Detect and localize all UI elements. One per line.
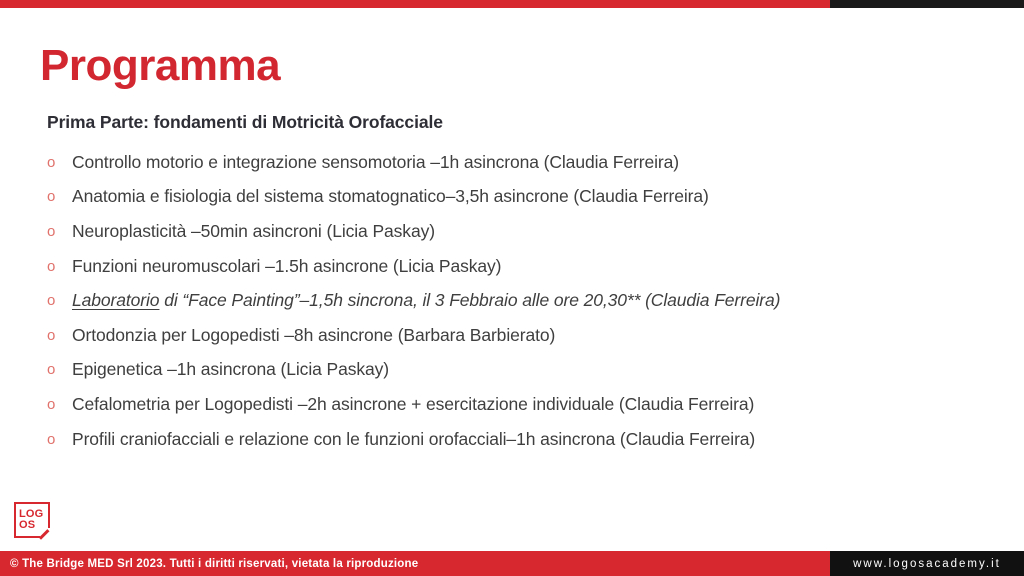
website-box (830, 551, 1024, 576)
list-item (47, 214, 987, 249)
list-item (47, 422, 987, 457)
bullet-marker: o (47, 153, 56, 171)
list-item-text-rest: di “Face Painting”–1,5h sincrona, il 3 Febbraio alle ore 20,30** (Claudia Ferreira) (159, 290, 781, 311)
list-item (47, 180, 987, 215)
website-url: www.logosacademy.it (853, 557, 1001, 570)
bullet-marker: o (47, 361, 56, 379)
logo-line1: LOG (19, 508, 44, 520)
list-item (47, 353, 987, 388)
list-item (47, 387, 987, 422)
bullet-marker: o (47, 257, 56, 275)
section-heading: Prima Parte: fondamenti di Motricità Orofacciale (47, 112, 443, 132)
logos-logo (14, 502, 54, 542)
bullet-marker: o (47, 326, 56, 344)
slide-content (47, 112, 987, 456)
logo-frame-icon (14, 502, 50, 538)
list-item-text (72, 290, 780, 311)
copyright-text: © The Bridge MED Srl 2023. Tutti i diritti riservati, vietata la riproduzione (10, 557, 419, 570)
list-item (47, 249, 987, 284)
footer-bar (0, 551, 830, 576)
list-item-text: Ortodonzia per Logopedisti –8h asincrone (Barbara Barbierato) (72, 324, 556, 345)
list-item-text: Funzioni neuromuscolari –1.5h asincrone (Licia Paskay) (72, 255, 502, 276)
logo-line2: OS (19, 518, 36, 531)
list-item (47, 318, 987, 353)
list-item-text: Profili craniofacciali e relazione con le funzioni orofacciali–1h asincrona (Claudia Ferreira) (72, 428, 756, 449)
top-accent-bar-black (830, 0, 1024, 8)
bullet-marker: o (47, 222, 56, 240)
bullet-marker: o (47, 395, 56, 413)
list-item (47, 283, 987, 318)
top-accent-bar-red (0, 0, 830, 8)
bullet-marker: o (47, 188, 56, 206)
list-item-text: Neuroplasticità –50min asincroni (Licia Paskay) (72, 220, 435, 241)
program-list (47, 145, 987, 456)
list-item (47, 145, 987, 180)
list-item-text: Epigenetica –1h asincrona (Licia Paskay) (72, 359, 390, 380)
list-item-text: Anatomia e fisiologia del sistema stomatognatico–3,5h asincrone (Claudia Ferreira) (72, 186, 709, 207)
bullet-marker: o (47, 430, 56, 448)
page-title: Programma (40, 41, 281, 90)
list-item-text: Cefalometria per Logopedisti –2h asincrone + esercitazione individuale (Claudia Ferreira) (72, 393, 755, 414)
list-item-text: Controllo motorio e integrazione sensomotoria –1h asincrona (Claudia Ferreira) (72, 151, 679, 172)
list-item-underlined-word: Laboratorio (72, 290, 160, 311)
bullet-marker: o (47, 292, 56, 310)
logo-text (19, 509, 43, 530)
